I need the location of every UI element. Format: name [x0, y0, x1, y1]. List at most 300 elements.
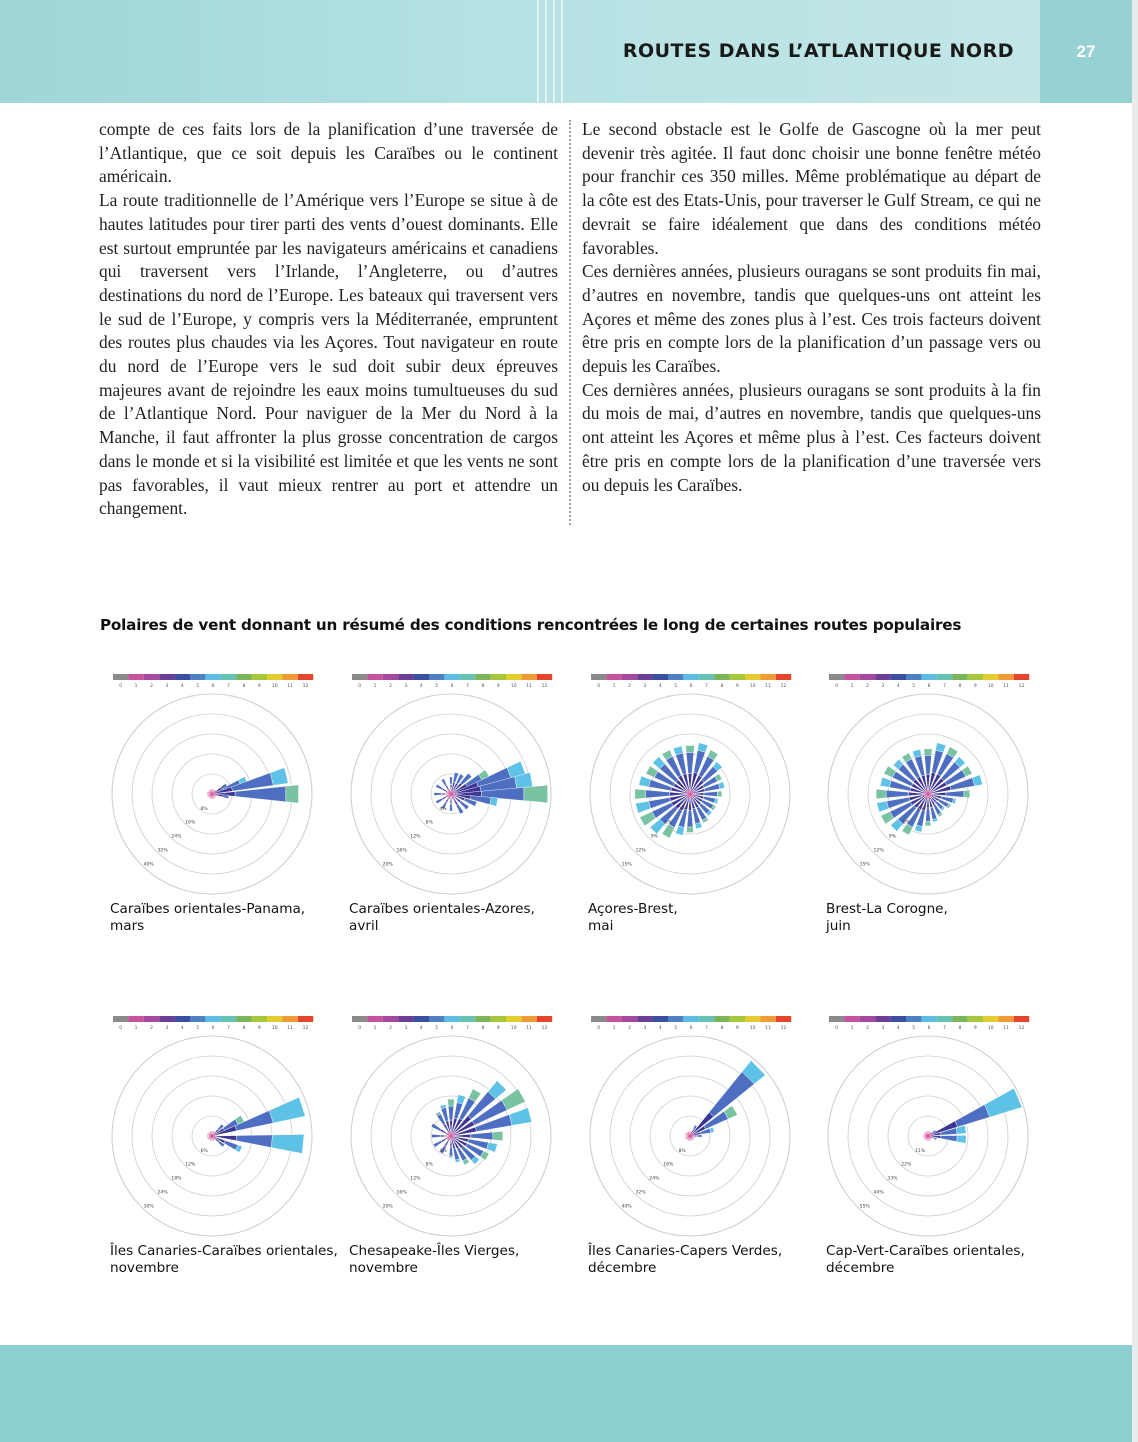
paragraph: Le second obstacle est le Golfe de Gascogne où la mer peut devenir très agitée. Il faut donc choisir une bonne fenêtre météo pour franchir ces 350 milles. Même problématique au départ de la côte est des Etats-Unis, pour traverser le Gulf Stream, ce qui ne devrait se faire idéalement que dans des conditions météo favorables.: [582, 119, 1041, 258]
page-footer: [0, 1345, 1132, 1442]
beaufort-swatch: [298, 674, 313, 680]
beaufort-tick-label: 8: [242, 1026, 246, 1031]
beaufort-tick-label: 1: [373, 1026, 377, 1031]
beaufort-tick-label: 12: [302, 1026, 309, 1031]
beaufort-swatch: [383, 674, 398, 680]
rose-petal: [434, 792, 441, 795]
rose-petal: [448, 1099, 455, 1106]
beaufort-swatch: [521, 1016, 536, 1022]
beaufort-swatch: [252, 674, 267, 680]
rose-petal: [509, 1108, 532, 1126]
ring-label: 44%: [873, 1190, 884, 1196]
rose-petal: [635, 801, 650, 813]
rose-petal: [915, 825, 923, 832]
beaufort-swatch: [683, 674, 698, 680]
beaufort-swatch: [606, 1016, 621, 1022]
beaufort-swatch: [844, 674, 859, 680]
rose-petal: [431, 1123, 441, 1131]
beaufort-swatch: [475, 1016, 490, 1022]
beaufort-swatch: [352, 674, 367, 680]
page-header: [0, 0, 1132, 103]
beaufort-tick-label: 6: [211, 684, 215, 689]
beaufort-swatch: [714, 1016, 729, 1022]
ring-label: 11%: [914, 1148, 926, 1154]
wind-rose-svg: [110, 671, 342, 899]
ring-label: 32%: [635, 1190, 646, 1196]
beaufort-swatch: [383, 1016, 398, 1022]
rose-petal: [925, 821, 931, 825]
beaufort-tick-label: 5: [674, 1026, 678, 1031]
beaufort-swatch: [521, 674, 536, 680]
rose-petal: [236, 1135, 272, 1148]
rose-petal: [502, 1089, 526, 1110]
beaufort-swatch: [460, 674, 475, 680]
beaufort-swatch: [190, 1016, 205, 1022]
rose-petal: [639, 776, 651, 787]
rose-petal: [687, 811, 693, 827]
beaufort-tick-label: 6: [927, 1026, 931, 1031]
rose-petal: [524, 785, 548, 803]
beaufort-swatch: [1014, 674, 1029, 680]
beaufort-tick-label: 11: [526, 1026, 532, 1031]
beaufort-swatch: [298, 1016, 313, 1022]
rose-petal: [286, 785, 299, 803]
beaufort-swatch: [128, 674, 143, 680]
caption-month: mars: [110, 918, 145, 934]
beaufort-swatch: [860, 674, 875, 680]
beaufort-swatch: [875, 674, 890, 680]
ring-label: 3%: [678, 806, 686, 812]
beaufort-swatch: [591, 674, 606, 680]
chart-caption: [826, 901, 1066, 935]
figure-title: Polaires de vent donnant un résumé des conditions rencontrées le long de certaines routes populaires: [100, 616, 962, 634]
rose-petal: [941, 1135, 958, 1141]
beaufort-swatch: [537, 674, 552, 680]
chart-caption: [349, 1243, 589, 1277]
rose-petal: [697, 1135, 702, 1138]
ring-label: 40%: [621, 1204, 632, 1210]
beaufort-swatch: [475, 674, 490, 680]
chart-caption: [588, 1243, 828, 1277]
ring-label: 6%: [200, 1148, 208, 1154]
beaufort-tick-label: 6: [450, 684, 454, 689]
wind-rose-chart: [826, 671, 1066, 935]
wind-rose-chart: [588, 671, 828, 935]
beaufort-tick-label: 12: [780, 684, 787, 689]
rose-petal: [432, 1134, 441, 1138]
caption-month: novembre: [349, 1260, 418, 1276]
ring-label: 40%: [143, 862, 154, 868]
rose-petal: [493, 1131, 503, 1140]
beaufort-swatch: [175, 1016, 190, 1022]
beaufort-tick-label: 12: [541, 684, 548, 689]
beaufort-tick-label: 6: [211, 1026, 215, 1031]
beaufort-swatch: [205, 674, 220, 680]
beaufort-swatch: [921, 674, 936, 680]
beaufort-tick-label: 7: [227, 684, 230, 689]
beaufort-swatch: [891, 1016, 906, 1022]
beaufort-tick-label: 2: [389, 1026, 392, 1031]
ring-label: 8%: [425, 820, 433, 826]
rose-petal: [449, 777, 452, 784]
caption-month: décembre: [826, 1260, 895, 1276]
beaufort-tick-label: 4: [896, 1026, 900, 1031]
ring-label: 55%: [859, 1204, 870, 1210]
ring-label: 8%: [200, 806, 208, 812]
beaufort-tick-label: 3: [881, 684, 885, 689]
beaufort-tick-label: 4: [419, 684, 423, 689]
beaufort-swatch: [491, 1016, 506, 1022]
beaufort-swatch: [683, 1016, 698, 1022]
ring-label: 12%: [410, 834, 421, 840]
beaufort-swatch: [745, 674, 760, 680]
beaufort-tick-label: 8: [720, 1026, 724, 1031]
chart-caption: [349, 901, 589, 935]
beaufort-tick-label: 10: [749, 1026, 756, 1031]
rose-petal: [695, 822, 702, 828]
text-column-left: [99, 118, 558, 521]
wind-rose-svg: [826, 1013, 1058, 1241]
ring-label: 32%: [157, 848, 168, 854]
beaufort-swatch: [860, 1016, 875, 1022]
header-dots-decoration: [537, 0, 567, 103]
beaufort-tick-label: 10: [749, 684, 756, 689]
ring-label: 16%: [396, 848, 407, 854]
ring-label: 15%: [621, 862, 632, 868]
caption-route: Îles Canaries-Capers Verdes,: [588, 1243, 783, 1259]
beaufort-tick-label: 0: [835, 684, 839, 689]
beaufort-swatch: [491, 674, 506, 680]
beaufort-swatch: [444, 674, 459, 680]
beaufort-tick-label: 2: [866, 684, 869, 689]
beaufort-tick-label: 10: [987, 1026, 994, 1031]
beaufort-tick-label: 11: [1003, 684, 1009, 689]
beaufort-tick-label: 5: [196, 684, 200, 689]
ring-label: 22%: [901, 1162, 912, 1168]
beaufort-swatch: [937, 1016, 952, 1022]
beaufort-tick-label: 7: [705, 684, 708, 689]
beaufort-swatch: [175, 674, 190, 680]
beaufort-tick-label: 9: [735, 1026, 739, 1031]
ring-label: 33%: [887, 1176, 898, 1182]
beaufort-swatch: [221, 1016, 236, 1022]
ring-label: 12%: [185, 1162, 196, 1168]
ring-label: 6%: [902, 820, 910, 826]
beaufort-tick-label: 9: [973, 1026, 977, 1031]
caption-month: novembre: [110, 1260, 179, 1276]
beaufort-tick-label: 5: [435, 684, 439, 689]
beaufort-swatch: [398, 1016, 413, 1022]
paragraph: compte de ces faits lors de la planification d’une traversée de l’Atlantique, que ce soit depuis les Caraïbes ou le continent américain.: [99, 119, 558, 187]
ring-label: 20%: [382, 862, 393, 868]
beaufort-tick-label: 1: [134, 684, 138, 689]
beaufort-swatch: [144, 1016, 159, 1022]
rose-petal: [924, 749, 932, 755]
beaufort-swatch: [730, 674, 745, 680]
beaufort-tick-label: 4: [180, 684, 184, 689]
beaufort-tick-label: 3: [643, 1026, 647, 1031]
beaufort-tick-label: 4: [896, 684, 900, 689]
beaufort-tick-label: 5: [196, 1026, 200, 1031]
ring-label: 9%: [888, 834, 897, 840]
beaufort-tick-label: 4: [658, 1026, 662, 1031]
ring-label: 20%: [382, 1204, 393, 1210]
beaufort-tick-label: 11: [287, 1026, 293, 1031]
rose-petal: [964, 790, 970, 798]
wind-rose-svg: [588, 1013, 820, 1241]
rose-petal: [270, 768, 288, 786]
ring-label: 8%: [678, 1148, 686, 1154]
beaufort-tick-label: 5: [435, 1026, 439, 1031]
beaufort-tick-label: 9: [257, 684, 261, 689]
rose-petal: [886, 790, 908, 798]
beaufort-tick-label: 2: [866, 1026, 869, 1031]
beaufort-tick-label: 12: [780, 1026, 787, 1031]
beaufort-tick-label: 0: [119, 684, 123, 689]
beaufort-tick-label: 9: [735, 684, 739, 689]
beaufort-tick-label: 9: [496, 684, 500, 689]
beaufort-swatch: [221, 674, 236, 680]
wind-rose-svg: [826, 671, 1058, 899]
text-column-right: [582, 118, 1041, 497]
wind-rose-chart: [588, 1013, 828, 1277]
ring-label: 16%: [396, 1190, 407, 1196]
beaufort-tick-label: 8: [958, 1026, 962, 1031]
rose-petal: [223, 795, 229, 799]
beaufort-tick-label: 3: [404, 1026, 408, 1031]
beaufort-swatch: [968, 1016, 983, 1022]
wind-rose-chart: [349, 671, 589, 935]
beaufort-swatch: [760, 1016, 775, 1022]
beaufort-tick-label: 7: [705, 1026, 708, 1031]
beaufort-swatch: [252, 1016, 267, 1022]
beaufort-tick-label: 11: [526, 684, 532, 689]
wind-rose-chart: [826, 1013, 1066, 1277]
beaufort-swatch: [829, 674, 844, 680]
caption-route: Brest-La Corogne,: [826, 901, 948, 917]
beaufort-tick-label: 9: [257, 1026, 261, 1031]
beaufort-tick-label: 4: [180, 1026, 184, 1031]
beaufort-tick-label: 5: [912, 684, 916, 689]
ring-label: 30%: [143, 1204, 154, 1210]
chart-caption: [826, 1243, 1066, 1277]
beaufort-tick-label: 12: [541, 1026, 548, 1031]
beaufort-tick-label: 0: [597, 684, 601, 689]
caption-route: Caraïbes orientales-Panama,: [110, 901, 306, 917]
ring-label: 4%: [439, 806, 447, 812]
beaufort-tick-label: 7: [943, 684, 946, 689]
beaufort-tick-label: 10: [271, 1026, 278, 1031]
beaufort-swatch: [367, 1016, 382, 1022]
rose-petal: [441, 779, 447, 787]
beaufort-tick-label: 11: [765, 684, 771, 689]
ring-label: 4%: [439, 1148, 447, 1154]
ring-label: 12%: [635, 848, 646, 854]
ring-label: 16%: [663, 1162, 674, 1168]
rose-petal: [640, 812, 656, 826]
beaufort-tick-label: 0: [358, 684, 362, 689]
beaufort-tick-label: 1: [612, 1026, 616, 1031]
beaufort-swatch: [159, 674, 174, 680]
beaufort-tick-label: 8: [720, 684, 724, 689]
wind-rose-svg: [349, 1013, 581, 1241]
ring-label: 3%: [916, 806, 924, 812]
beaufort-tick-label: 2: [389, 684, 392, 689]
beaufort-tick-label: 10: [510, 1026, 517, 1031]
beaufort-tick-label: 6: [689, 1026, 693, 1031]
beaufort-tick-label: 11: [1003, 1026, 1009, 1031]
beaufort-swatch: [267, 674, 282, 680]
beaufort-swatch: [1014, 1016, 1029, 1022]
rose-petal: [717, 791, 721, 797]
beaufort-swatch: [983, 674, 998, 680]
beaufort-tick-label: 2: [628, 684, 631, 689]
beaufort-tick-label: 1: [850, 684, 854, 689]
beaufort-tick-label: 0: [835, 1026, 839, 1031]
rose-petal: [876, 789, 886, 798]
chart-caption: [110, 1243, 350, 1277]
beaufort-swatch: [537, 1016, 552, 1022]
paragraph: La route traditionnelle de l’Amérique vers l’Europe se situe à de hautes latitudes pour tirer parti des vents d’ouest dominants. Elle est surtout empruntée par les navigateurs américains et canadiens qui traversent vers l’Irlande, l’Angleterre, ou d’autres destinations du nord de l’Europe. Les bateaux qui traversent vers le sud de l’Europe, y compris vers la Méditerranée, empruntent des routes plus chaudes via les Açores. Tout navigateur en route du nord de l’Europe vers le sud doit subir deux épreuves majeures avant de rejoindre les eaux moins tumultueuses du sud de l’Atlantique Nord. Pour naviguer de la Mer du Nord à la Manche, il faut affronter la plus grosse concentration de cargos dans le monde et si la visibilité est limitée et que les vents ne sont pas favorables, il vaut mieux rentrer au port et attendre un changement.: [99, 190, 558, 519]
caption-month: décembre: [588, 1260, 657, 1276]
wind-rose-svg: [349, 671, 581, 899]
beaufort-swatch: [144, 674, 159, 680]
beaufort-swatch: [968, 674, 983, 680]
beaufort-tick-label: 7: [227, 1026, 230, 1031]
rose-petal: [436, 798, 444, 804]
beaufort-swatch: [998, 1016, 1013, 1022]
beaufort-swatch: [844, 1016, 859, 1022]
beaufort-tick-label: 8: [481, 1026, 485, 1031]
beaufort-tick-label: 10: [987, 684, 994, 689]
beaufort-swatch: [952, 1016, 967, 1022]
beaufort-swatch: [952, 674, 967, 680]
ring-label: 15%: [859, 862, 870, 868]
rose-petal: [718, 782, 724, 789]
rose-petal: [646, 790, 670, 798]
beaufort-tick-label: 11: [765, 1026, 771, 1031]
beaufort-tick-label: 7: [466, 684, 469, 689]
running-title: ROUTES DANS L’ATLANTIQUE NORD: [622, 40, 1014, 62]
beaufort-swatch: [159, 1016, 174, 1022]
rose-petal: [470, 1132, 492, 1140]
caption-route: Cap-Vert-Caraïbes orientales,: [826, 1243, 1025, 1259]
beaufort-swatch: [190, 674, 205, 680]
beaufort-tick-label: 6: [689, 684, 693, 689]
beaufort-swatch: [699, 1016, 714, 1022]
beaufort-swatch: [113, 674, 128, 680]
beaufort-swatch: [282, 674, 297, 680]
beaufort-tick-label: 2: [150, 684, 153, 689]
rose-petal: [926, 808, 931, 821]
beaufort-tick-label: 12: [1018, 1026, 1025, 1031]
beaufort-tick-label: 8: [481, 684, 485, 689]
beaufort-swatch: [113, 1016, 128, 1022]
beaufort-tick-label: 4: [658, 684, 662, 689]
beaufort-swatch: [414, 674, 429, 680]
beaufort-swatch: [622, 1016, 637, 1022]
beaufort-tick-label: 8: [958, 684, 962, 689]
beaufort-swatch: [730, 1016, 745, 1022]
paragraph: Ces dernières années, plusieurs ouragans se sont produits fin mai, d’autres en novembre, tandis que quelques-uns ont atteint les Açores et même des zones plus à l’est. Ces trois facteurs doivent être pris en compte lors de la planification d’un passage vers ou depuis les Caraïbes.: [582, 261, 1041, 377]
beaufort-swatch: [606, 674, 621, 680]
beaufort-tick-label: 4: [419, 1026, 423, 1031]
rose-petal: [269, 1097, 305, 1123]
caption-route: Chesapeake-Îles Vierges,: [349, 1243, 520, 1259]
beaufort-swatch: [906, 674, 921, 680]
wind-rose-chart: [349, 1013, 589, 1277]
beaufort-swatch: [460, 1016, 475, 1022]
beaufort-swatch: [398, 674, 413, 680]
rose-petal: [433, 1141, 442, 1148]
rose-petal: [687, 827, 694, 832]
beaufort-swatch: [591, 1016, 606, 1022]
beaufort-swatch: [352, 1016, 367, 1022]
beaufort-tick-label: 3: [881, 1026, 885, 1031]
rose-petal: [946, 791, 964, 798]
caption-month: juin: [826, 918, 851, 934]
beaufort-tick-label: 3: [165, 1026, 169, 1031]
beaufort-swatch: [891, 674, 906, 680]
beaufort-swatch: [653, 674, 668, 680]
rose-petal: [436, 784, 444, 790]
caption-month: avril: [349, 918, 379, 934]
beaufort-tick-label: 2: [150, 1026, 153, 1031]
wind-rose-svg: [588, 671, 820, 899]
beaufort-swatch: [637, 1016, 652, 1022]
beaufort-tick-label: 7: [943, 1026, 946, 1031]
beaufort-tick-label: 0: [358, 1026, 362, 1031]
beaufort-tick-label: 2: [628, 1026, 631, 1031]
beaufort-swatch: [760, 674, 775, 680]
beaufort-tick-label: 12: [302, 684, 309, 689]
rose-petal: [449, 1156, 453, 1158]
beaufort-tick-label: 12: [1018, 684, 1025, 689]
beaufort-swatch: [998, 674, 1013, 680]
rose-petal: [985, 1088, 1023, 1117]
beaufort-tick-label: 10: [510, 684, 517, 689]
ring-label: 24%: [171, 834, 182, 840]
beaufort-swatch: [668, 1016, 683, 1022]
beaufort-tick-label: 5: [674, 684, 678, 689]
beaufort-tick-label: 1: [373, 684, 377, 689]
rose-petal: [955, 1105, 990, 1127]
beaufort-swatch: [429, 1016, 444, 1022]
beaufort-tick-label: 7: [466, 1026, 469, 1031]
page-number: 27: [1076, 42, 1096, 61]
ring-label: 12%: [873, 848, 884, 854]
rose-petal: [449, 803, 452, 810]
ring-label: 12%: [410, 1176, 421, 1182]
caption-route: Caraïbes orientales-Azores,: [349, 901, 535, 917]
page-edge-shadow: [1132, 0, 1138, 1442]
beaufort-swatch: [668, 674, 683, 680]
beaufort-swatch: [653, 1016, 668, 1022]
ring-label: 24%: [649, 1176, 660, 1182]
beaufort-swatch: [983, 1016, 998, 1022]
beaufort-swatch: [236, 1016, 251, 1022]
rose-petal: [662, 824, 675, 838]
beaufort-swatch: [267, 1016, 282, 1022]
beaufort-tick-label: 11: [287, 684, 293, 689]
rose-petal: [686, 746, 695, 753]
beaufort-tick-label: 3: [404, 684, 408, 689]
beaufort-tick-label: 9: [496, 1026, 500, 1031]
beaufort-tick-label: 1: [850, 1026, 854, 1031]
wind-rose-svg: [110, 1013, 342, 1241]
beaufort-tick-label: 6: [450, 1026, 454, 1031]
beaufort-tick-label: 10: [271, 684, 278, 689]
